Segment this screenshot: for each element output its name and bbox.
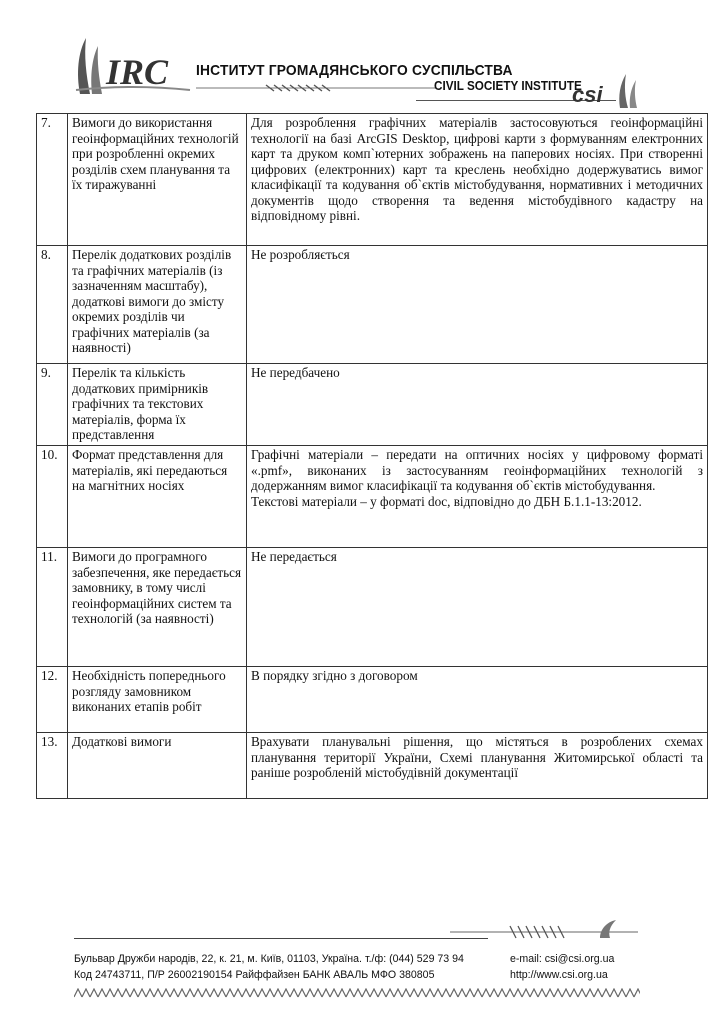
row-value-text: В порядку згідно з договором	[251, 668, 418, 683]
row-value	[247, 364, 708, 446]
row-name: Вимоги до програмного забезпечення, яке передається замовнику, в тому числі геоінформаційних систем та технологій (за наявності)	[68, 548, 247, 667]
row-number: 12.	[37, 667, 68, 733]
table-row	[37, 246, 708, 364]
row-value	[247, 246, 708, 364]
table-row	[37, 114, 708, 246]
institute-logo-icon	[72, 34, 192, 96]
row-number: 8.	[37, 246, 68, 364]
svg-text:csi: csi	[572, 82, 603, 107]
footer-divider	[74, 938, 488, 939]
letterhead	[0, 0, 724, 112]
row-name: Вимоги до використання геоінформаційних технологій при розробленні окремих розділів схем планування та їх тиражуванні	[68, 114, 247, 246]
table-row	[37, 364, 708, 446]
row-name: Перелік та кількість додаткових примірників графічних та текстових матеріалів, форма їх представлення	[68, 364, 247, 446]
website-link[interactable]: http://www.csi.org.ua	[510, 969, 608, 981]
table-row	[37, 667, 708, 733]
row-number: 9.	[37, 364, 68, 446]
csi-logo-icon	[568, 72, 640, 112]
address-line: Бульвар Дружби народів, 22, к. 21, м. Київ, 01103, Україна. т./ф: (044) 529 73 94	[74, 953, 464, 965]
row-number: 13.	[37, 733, 68, 799]
row-value	[247, 733, 708, 799]
decorative-rule	[196, 84, 436, 92]
row-name: Перелік додаткових розділів та графічних матеріалів (із зазначенням масштабу), додаткові вимоги до змісту окремих розділів чи графічних матеріалів (за наявності)	[68, 246, 247, 364]
row-value-text: Не передбачено	[251, 365, 340, 380]
email-link[interactable]: e-mail: csi@csi.org.ua	[510, 953, 615, 965]
footer-ornament-icon	[450, 918, 638, 940]
svg-text:IRC: IRC	[106, 52, 169, 92]
row-name: Додаткові вимоги	[68, 733, 247, 799]
institute-name-ua: ІНСТИТУТ ГРОМАДЯНСЬКОГО СУСПІЛЬСТВА	[196, 62, 513, 79]
row-number: 10.	[37, 446, 68, 548]
row-number: 7.	[37, 114, 68, 246]
table-row	[37, 446, 708, 548]
footer-address	[74, 951, 464, 983]
footer-contacts	[510, 951, 614, 983]
row-value-text: Не розробляється	[251, 247, 350, 262]
institute-name-en: CIVIL SOCIETY INSTITUTE	[434, 78, 582, 93]
row-number: 11.	[37, 548, 68, 667]
row-value	[247, 446, 708, 548]
row-value-text: Врахувати планувальні рішення, що містяться в розроблених схемах планування території України, Схемі планування Житомирської області та раніше розробленій містобудівній документації	[251, 734, 703, 780]
row-value-text: Для розроблення графічних матеріалів застосовуються геоінформаційні технології на базі ArcGIS Desktop, цифрові карти з формуванням електронних карт та друком комп`ютерних зображень на паперових носіях. При створенні цифрових (електронних) карт та креслень необхідно додержуватись вимог класифікації та кодування об`єктів містобудування, нормативних і методичних документів щодо створення та ведення містобудівного кадастру на відповідному рівні.	[251, 115, 703, 223]
table-row	[37, 733, 708, 799]
row-value	[247, 114, 708, 246]
row-value	[247, 667, 708, 733]
row-name: Формат представлення для матеріалів, які передаються на магнітних носіях	[68, 446, 247, 548]
row-value-text: Не передається	[251, 549, 337, 564]
footer-pattern-band	[74, 988, 640, 998]
bank-details-line: Код 24743711, П/Р 26002190154 Райффайзен БАНК АВАЛЬ МФО 380805	[74, 969, 435, 981]
row-name: Необхідність попереднього розгляду замовником виконаних етапів робіт	[68, 667, 247, 733]
table-row	[37, 548, 708, 667]
row-value-text: Графічні матеріали – передати на оптичних носіях у цифровому форматі «.pmf», виконаних із застосуванням геоінформаційних технологій з додержанням вимог класифікації та кодування об`єктів містобудування.	[251, 447, 703, 493]
row-value-text: Текстові матеріали – у форматі doc, відповідно до ДБН Б.1.1-13:2012.	[251, 493, 642, 509]
requirements-table	[36, 113, 708, 799]
row-value	[247, 548, 708, 667]
